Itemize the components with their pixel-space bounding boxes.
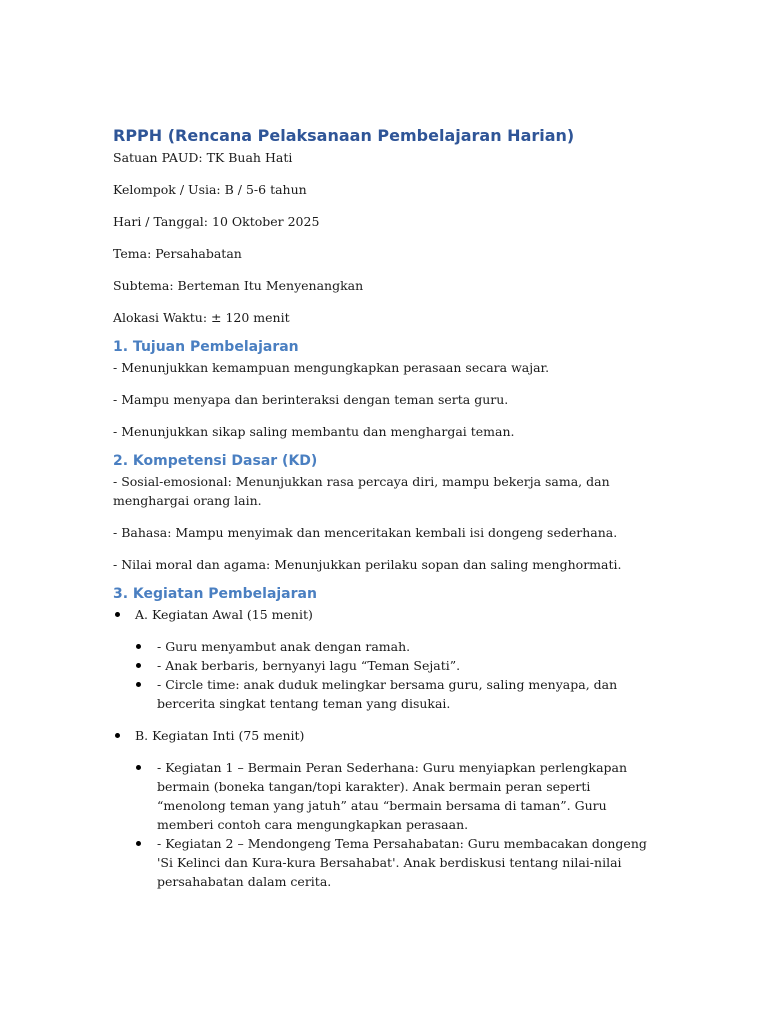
document-body [113, 124, 658, 891]
kegiatan-inti-label: B. Kegiatan Inti (75 menit) [113, 726, 658, 745]
tujuan-item: - Menunjukkan sikap saling membantu dan menghargai teman. [113, 424, 515, 439]
info-alokasi: Alokasi Waktu: ± 120 menit [113, 310, 290, 325]
heading-kd: 2. Kompetensi Dasar (KD) [113, 453, 318, 469]
kd-item: - Nilai moral dan agama: Menunjukkan perilaku sopan dan saling menghormati. [113, 557, 622, 572]
list-item: - Circle time: anak duduk melingkar bersama guru, saling menyapa, dan bercerita singkat tentang teman yang disukai. [135, 675, 658, 713]
kd-item: - Bahasa: Mampu menyimak dan menceritakan kembali isi dongeng sederhana. [113, 525, 618, 540]
list-item: - Anak berbaris, bernyanyi lagu “Teman Sejati”. [135, 656, 658, 675]
kd-item: - Sosial-emosional: Menunjukkan rasa percaya diri, mampu bekerja sama, dan menghargai orang lain. [113, 474, 610, 508]
document-title: RPPH (Rencana Pelaksanaan Pembelajaran Harian) [113, 126, 575, 145]
info-tema: Tema: Persahabatan [113, 246, 242, 261]
heading-tujuan: 1. Tujuan Pembelajaran [113, 339, 299, 355]
kegiatan-list [113, 605, 658, 624]
info-subtema: Subtema: Berteman Itu Menyenangkan [113, 278, 364, 293]
kegiatan-awal-label: A. Kegiatan Awal (15 menit) [113, 605, 658, 624]
info-tanggal: Hari / Tanggal: 10 Oktober 2025 [113, 214, 320, 229]
tujuan-item: - Mampu menyapa dan berinteraksi dengan teman serta guru. [113, 392, 509, 407]
info-satuan: Satuan PAUD: TK Buah Hati [113, 150, 293, 165]
kegiatan-awal-list [135, 637, 658, 713]
kegiatan-inti-list [135, 758, 658, 891]
heading-kegiatan: 3. Kegiatan Pembelajaran [113, 586, 317, 602]
list-item: - Kegiatan 2 – Mendongeng Tema Persahabatan: Guru membacakan dongeng 'Si Kelinci dan Kura-kura Bersahabat'. Anak berdiskusi tentang nilai-nilai persahabatan dalam cerita. [135, 834, 658, 891]
tujuan-item: - Menunjukkan kemampuan mengungkapkan perasaan secara wajar. [113, 360, 550, 375]
list-item: - Kegiatan 1 – Bermain Peran Sederhana: Guru menyiapkan perlengkapan bermain (boneka tangan/topi karakter). Anak bermain peran seperti “menolong teman yang jatuh” atau “bermain bersama di taman”. Guru memberi contoh cara mengungkapkan perasaan. [135, 758, 658, 834]
list-item: - Guru menyambut anak dengan ramah. [135, 637, 658, 656]
info-kelompok: Kelompok / Usia: B / 5-6 tahun [113, 182, 307, 197]
kegiatan-list-2 [113, 726, 658, 745]
